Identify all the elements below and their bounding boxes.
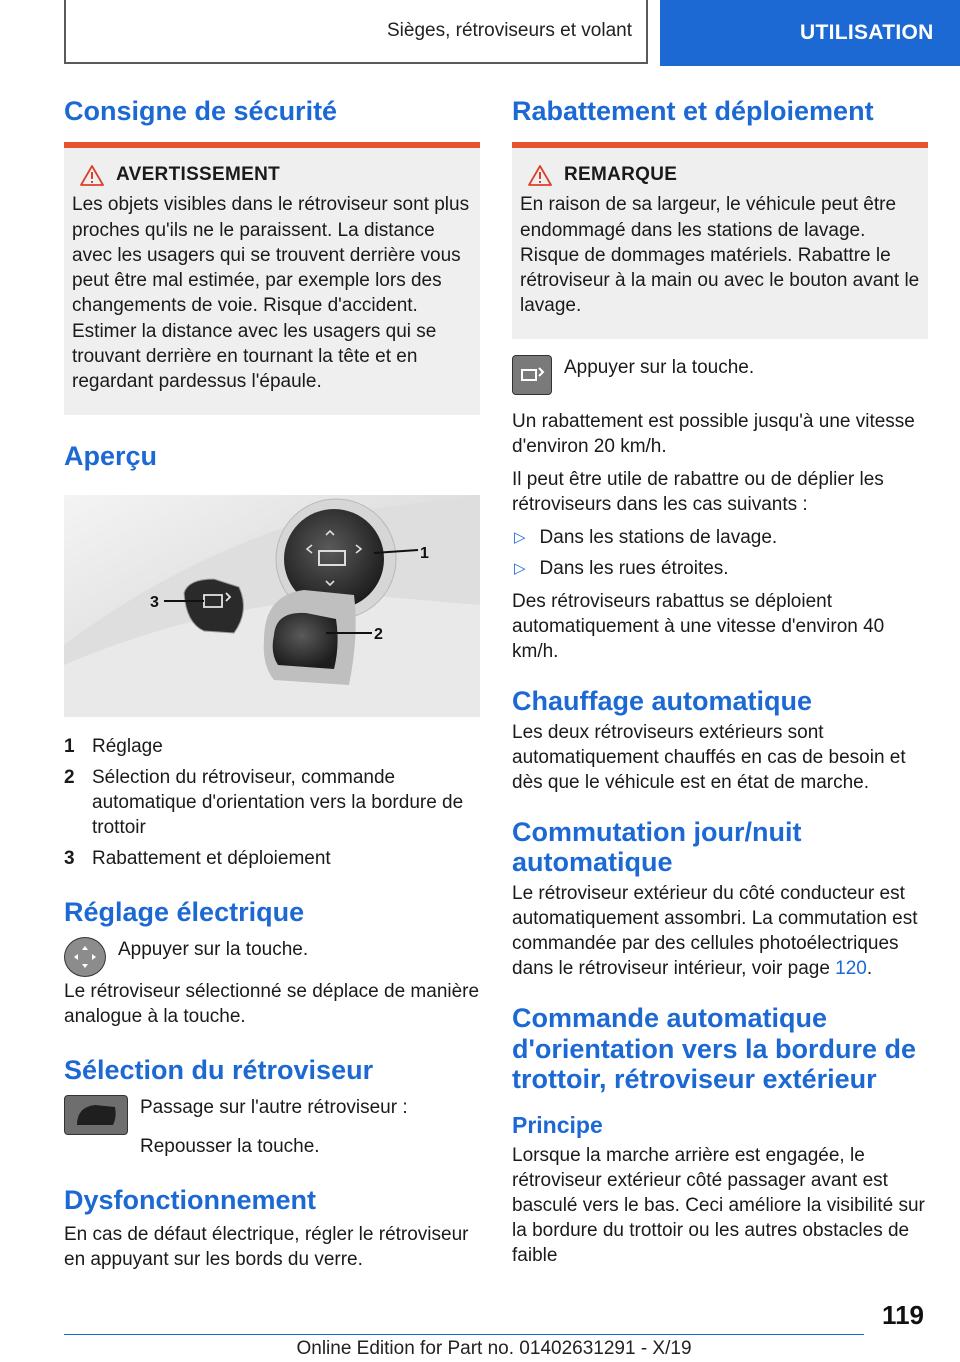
curb-heading: Commande automatique d'orientation vers la bordure de trottoir, rétroviseur extérieur: [512, 1003, 916, 1094]
fold-key-row: [512, 355, 928, 395]
electric-instruction: Appuyer sur la touche.: [118, 939, 309, 961]
legend-text: Rabattement et déploiement: [92, 847, 331, 869]
figure-label-3: 3: [150, 593, 159, 611]
mirror-controls-figure: [64, 495, 480, 722]
list-item: [512, 556, 928, 581]
header-chapter-title: UTILISATION: [800, 21, 934, 44]
four-way-key-icon: [64, 937, 106, 977]
warning-triangle-icon: [528, 165, 552, 186]
header-chapter[interactable]: [660, 0, 960, 66]
footer-edition: Online Edition for Part no. 01402631291 - X/19: [296, 1338, 692, 1359]
heating-heading: Chauffage automatique: [512, 685, 813, 716]
warning-label: AVERTISSEMENT: [116, 164, 281, 186]
fold-key-icon: [512, 355, 552, 395]
fold-press-text: Appuyer sur la touche.: [564, 356, 755, 378]
warning-triangle-icon: [80, 165, 104, 186]
figure-legend: [64, 734, 480, 871]
legend-number: 1: [64, 735, 75, 757]
legend-text: Sélection du rétroviseur, commande automatique d'orientation vers la bordure de trottoir: [92, 766, 464, 838]
legend-number: 2: [64, 766, 75, 788]
mirror-switch-illustration: [64, 495, 480, 717]
dimming-text-end: .: [866, 958, 873, 980]
principle-heading: Principe: [512, 1112, 603, 1139]
warning-box: [64, 148, 480, 414]
header-section: [64, 0, 648, 64]
note-box: [512, 148, 928, 338]
bullet-text: Dans les stations de lavage.: [539, 526, 778, 548]
legend-text: Réglage: [92, 735, 163, 757]
heating-text: Les deux rétroviseurs extérieurs sont automatiquement chauffés en cas de besoin et dès que le véhicule est en état de marche.: [512, 721, 906, 793]
header-section-title: Sièges, rétroviseurs et volant: [386, 20, 632, 41]
selection-instruction: Passage sur l'autre rétroviseur :: [140, 1097, 408, 1119]
dimming-text-body: Le rétroviseur extérieur du côté conducteur est automatiquement assombri. La commutation est commandée par des cellules photoélectriques dans le rétroviseur intérieur, voir page: [512, 883, 918, 980]
bullet-text: Dans les rues étroites.: [539, 557, 729, 579]
figure-label-2: 2: [374, 625, 383, 643]
selection-heading: Sélection du rétroviseur: [64, 1055, 374, 1086]
principle-text: Lorsque la marche arrière est engagée, le rétroviseur extérieur côté passager avant est basculé vers le bas. Ceci améliore la visibilité sur la bordure du trottoir ou les autres obstacles de faible: [512, 1145, 925, 1267]
note-label: REMARQUE: [564, 164, 678, 186]
safety-heading: Consigne de sécurité: [64, 96, 338, 126]
right-column: [512, 96, 928, 1268]
note-text: En raison de sa largeur, le véhicule peut être endommagé dans les stations de lavage. Risque de dommages matériels. Rabattre le rétroviseur à la main ou avec le bouton avant le lavage.: [520, 194, 920, 317]
selection-action: Repousser la touche.: [140, 1136, 320, 1158]
selector-key-icon: [64, 1095, 128, 1135]
malfunction-text: En cas de défaut électrique, régler le rétroviseur en appuyant sur les bords du verre.: [64, 1223, 469, 1270]
warning-header: [80, 164, 472, 186]
electric-description: Le rétroviseur sélectionné se déplace de manière analogue à la touche.: [64, 981, 480, 1028]
fold-cases-text: Il peut être utile de rabattre ou de déplier les rétroviseurs dans les cas suivants :: [512, 468, 884, 515]
selection-row: [64, 1095, 480, 1159]
malfunction-heading: Dysfonctionnement: [64, 1185, 317, 1216]
page-reference-link[interactable]: 120: [835, 958, 867, 980]
note-header: [528, 164, 920, 186]
bullet-triangle-icon: ▷: [514, 528, 526, 546]
fold-speed-text: Un rabattement est possible jusqu'à une vitesse d'environ 20 km/h.: [512, 410, 915, 457]
figure-label-1: 1: [420, 544, 429, 562]
warning-text: Les objets visibles dans le rétroviseur sont plus proches qu'ils ne le paraissent. La distance avec les usagers qui se trouvent derrière vous peut être mal estimée, par exemple lors des changements de voie. Risque d'accident. Estimer la distance avec les usagers qui se trouvant derrière en tournant la tête et en regardant pardessus l'épaule.: [72, 194, 470, 393]
dimming-text: [512, 881, 928, 981]
page-number: 119: [882, 1300, 924, 1330]
fold-heading: Rabattement et déploiement: [512, 96, 874, 126]
bullet-triangle-icon: ▷: [514, 559, 526, 577]
list-item: [512, 525, 928, 550]
overview-heading: Aperçu: [64, 440, 158, 471]
auto-unfold-text: Des rétroviseurs rabattus se déploient automatiquement à une vitesse d'environ 40 km/h.: [512, 590, 885, 662]
dimming-heading: Commutation jour/nuit automatique: [512, 816, 802, 878]
legend-number: 3: [64, 847, 75, 869]
electric-adjust-row: [64, 937, 480, 977]
left-column: [64, 96, 480, 1272]
electric-heading: Réglage électrique: [64, 896, 305, 927]
